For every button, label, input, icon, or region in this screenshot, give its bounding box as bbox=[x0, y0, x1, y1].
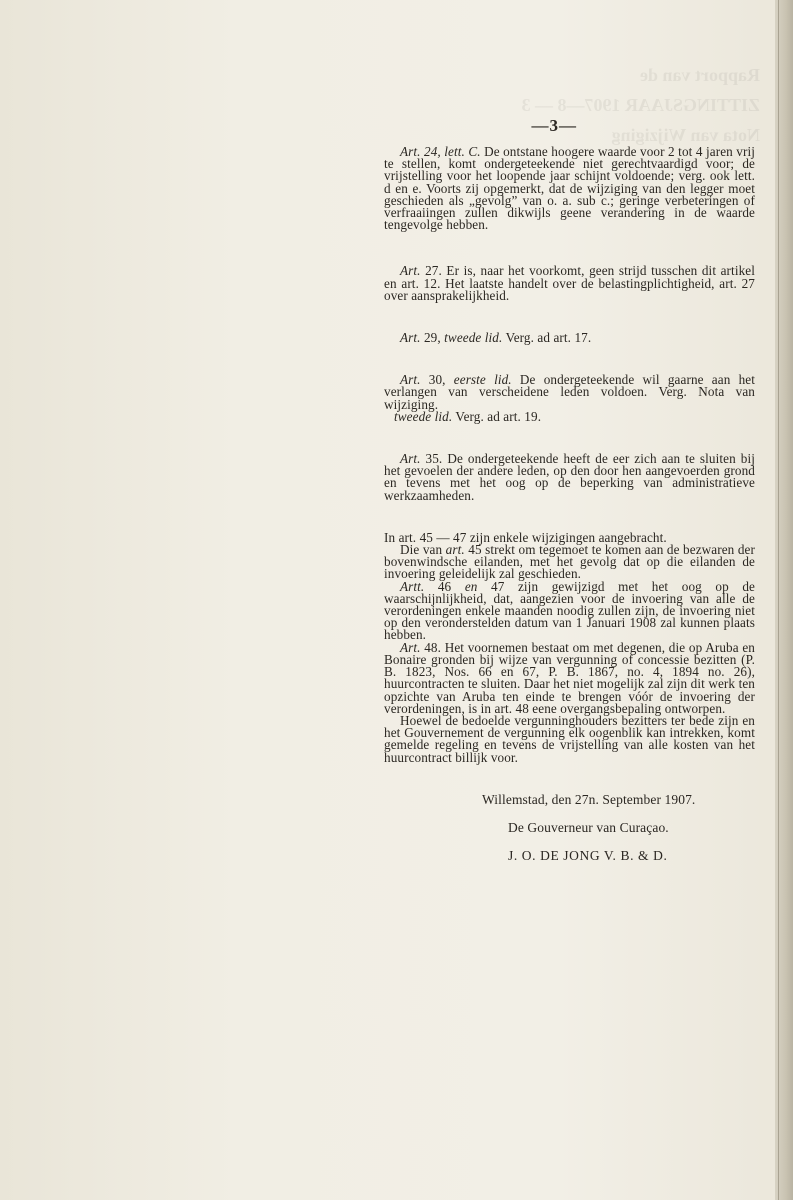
closing-block bbox=[384, 786, 755, 870]
page-edge bbox=[775, 0, 793, 1200]
article-text: Er is, naar het voorkomt, geen strijd tusschen dit artikel en art. 12. Het laatste handelt over de belastingplichtigheid, art. 27 over aansprakelijkheid. bbox=[384, 263, 755, 303]
paragraph-text: 45 strekt om tegemoet te komen aan de bezwaren der bovenwindsche eilanden, met het gevolg dat op die eilanden de invoering geleidelijk zal geschieden. bbox=[384, 542, 755, 582]
paragraph-text: 48. Het voornemen bestaat om met degenen, die op Aruba en Bonaire gronden bij wijze van vergunning of concessie bezitten (P. B. 1823, Nos. 66 en 67, P. B. 1867, no. 4, 1894 no. 26), huurcontracten te sluiten. Daar het niet mogelijk zal zijn dit werk ten opzichte van Aruba ten einde te brengen vóór de invoering der verordeningen, is in art. 48 eene overgangsbepaling ontworpen. bbox=[384, 639, 755, 716]
final-paragraph-3 bbox=[384, 578, 755, 643]
bleed-line: Nota van Wijziging bbox=[611, 125, 760, 145]
article-label: Art. bbox=[400, 639, 421, 655]
governor-title: De Gouverneur van Curaçao. bbox=[508, 819, 669, 835]
page-body bbox=[384, 116, 755, 870]
section-art-27 bbox=[384, 265, 755, 302]
paragraph-text: In art. 45 — 47 zijn enkele wijzigingen aangebracht. bbox=[384, 529, 667, 545]
article-text: De ondergeteekende heeft de eer zich aan te sluiten bij het gevoelen der andere leden, op den door hen aangevoerden grond en tevens met het oog op de beperking van administratieve werkzaamheden. bbox=[384, 451, 755, 503]
section-art-35 bbox=[384, 453, 755, 502]
signature: J. O. DE JONG V. B. & D. bbox=[508, 847, 668, 863]
article-number: 46 bbox=[424, 578, 465, 594]
article-label: Art. bbox=[400, 451, 421, 467]
paragraph-text: Die van bbox=[400, 542, 446, 558]
page-number: —3— bbox=[531, 116, 577, 135]
section-art-30 bbox=[384, 374, 755, 411]
article-label: Art. bbox=[400, 144, 421, 159]
bleed-line: ZITTINGSJAAR 1907—8 — 3 bbox=[521, 95, 760, 115]
article-number: 29, bbox=[423, 330, 445, 346]
article-label: Artt. bbox=[400, 578, 425, 594]
conjunction: en bbox=[464, 578, 478, 594]
paragraph-text: 47 zijn gewijzigd met het oog op de waarschijnlijkheid, dat, aangezien voor de invoering van alle de verordeningen enkele maanden noodig zullen zijn, de invoering niet op den veronderstelden datum van 1 Januari 1908 zal kunnen plaats hebben. bbox=[384, 578, 755, 643]
article-label: art. bbox=[445, 542, 465, 558]
article-letter: tweede lid. bbox=[444, 330, 503, 346]
article-number: 27. bbox=[425, 263, 442, 279]
section-art-29 bbox=[384, 332, 755, 344]
article-number: 30, bbox=[428, 372, 454, 388]
article-letter: eerste lid. bbox=[453, 372, 512, 388]
paragraph-text: Hoewel de bedoelde vergunninghouders bezitters ter bede zijn en het Gouvernement de vergunning elk oogenblik kan intrekken, komt gemelde regeling en tevens de vrijstelling van alle kosten van het huurcontract billijk voor. bbox=[384, 712, 755, 765]
article-label: Art. bbox=[400, 330, 421, 346]
article-number: 24, bbox=[424, 144, 445, 159]
article-text: De ondergeteekende wil gaarne aan het verlangen van verscheidene leden voldoen. Verg. Nota van wijziging. bbox=[384, 372, 756, 412]
bleed-line: Rapport van de bbox=[639, 65, 760, 85]
final-paragraph-4 bbox=[384, 639, 755, 716]
article-text: Verg. ad art. 17. bbox=[505, 330, 592, 346]
article-text: De ontstane hoogere waarde voor 2 tot 4 jaren vrij te stellen, komt ondergeteekende niet gerechtvaardigd voor; de vrijstelling voor het loopende jaar schijnt voldoende; verg. ook lett. d en e. Voorts zij opgemerkt, dat de wijziging van den legger moet geschieden als „gevolg” van o. a. sub c.; geringe verbeteringen of verfraaiingen zullen dikwijls geene verandering in de waarde tengevolge hebben. bbox=[384, 144, 755, 233]
final-paragraph-5 bbox=[384, 712, 755, 765]
final-paragraph-2 bbox=[384, 544, 755, 581]
article-letter: lett. C. bbox=[444, 144, 481, 159]
sub-text: Verg. ad art. 19. bbox=[455, 408, 542, 424]
sub-label: tweede lid. bbox=[394, 408, 453, 424]
article-number: 35. bbox=[425, 451, 443, 467]
article-label: Art. bbox=[400, 263, 421, 279]
article-label: Art. bbox=[400, 372, 421, 388]
place-date: Willemstad, den 27n. September 1907. bbox=[482, 791, 696, 807]
section-art-24 bbox=[384, 146, 755, 231]
section-art-30-sub bbox=[384, 408, 755, 424]
